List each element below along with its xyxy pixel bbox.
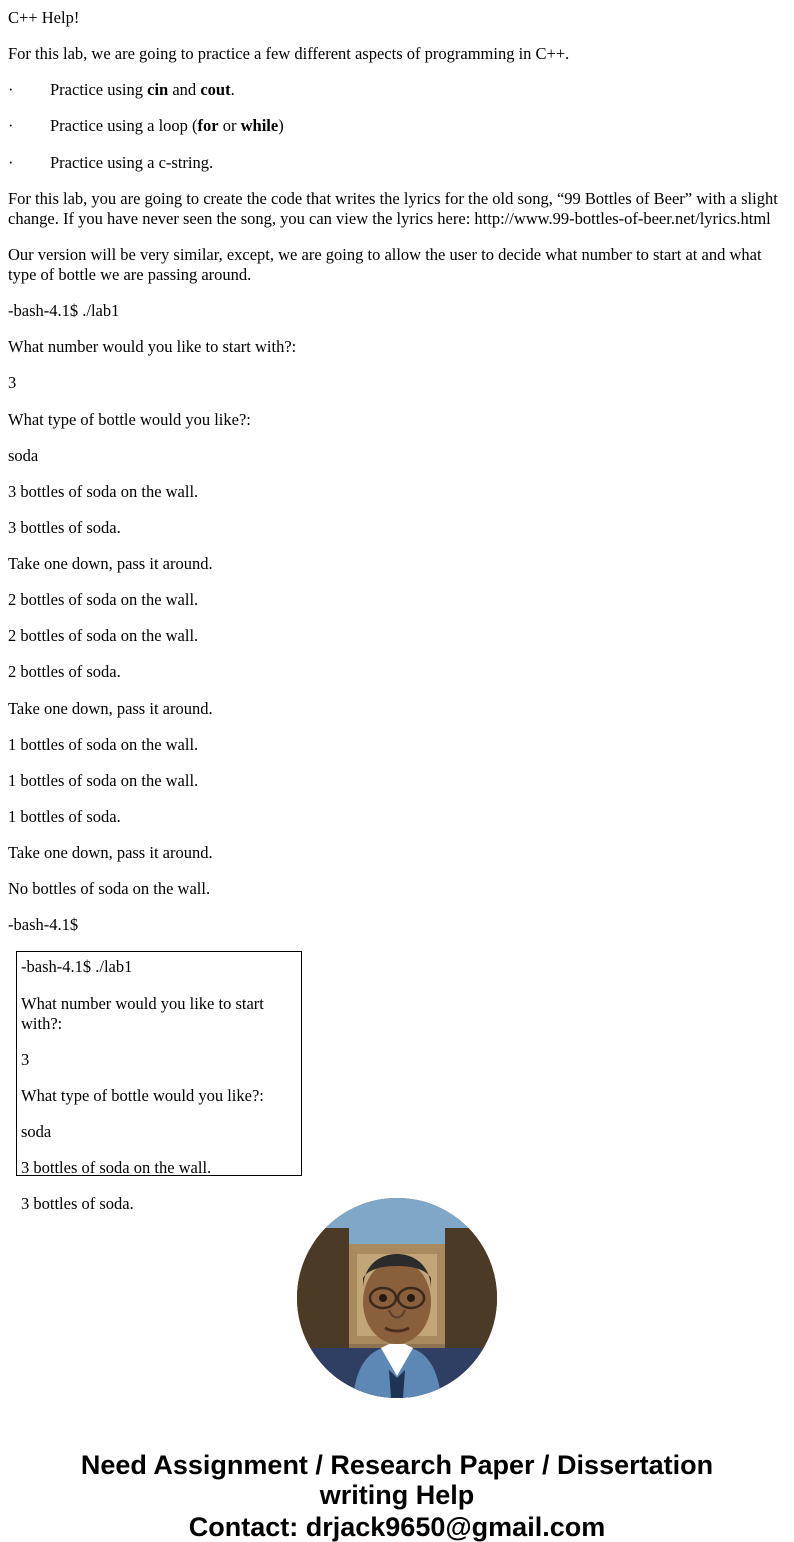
console-line: -bash-4.1$ ./lab1 xyxy=(21,957,301,977)
transcript-line: 3 bottles of soda on the wall. xyxy=(8,482,786,502)
bullet-text-pre: Practice using xyxy=(50,80,147,99)
console-line: soda xyxy=(21,1122,301,1142)
transcript-line: 1 bottles of soda. xyxy=(8,807,786,827)
lab-description-paragraph: For this lab, you are going to create the code that writes the lyrics for the old song, “99 Bottles of Beer” with a slight change. If you have never seen the song, you can view the lyrics here: http://www.99-bottles-of-beer.net/lyrics.html xyxy=(8,189,786,229)
page-title: C++ Help! xyxy=(8,8,786,28)
bullet-marker: · xyxy=(8,116,50,136)
transcript-line: No bottles of soda on the wall. xyxy=(8,879,786,899)
transcript-line: 2 bottles of soda on the wall. xyxy=(8,626,786,646)
transcript-line: What number would you like to start with?: xyxy=(8,337,786,357)
transcript-line: Take one down, pass it around. xyxy=(8,699,786,719)
transcript-line: 1 bottles of soda on the wall. xyxy=(8,735,786,755)
transcript-line: 3 bottles of soda. xyxy=(8,518,786,538)
console-line: 3 xyxy=(21,1050,301,1070)
bullet-item-3 xyxy=(8,153,786,173)
intro-paragraph: For this lab, we are going to practice a few different aspects of programming in C++. xyxy=(8,44,786,64)
console-line: 3 bottles of soda on the wall. xyxy=(21,1158,301,1178)
bullet-text-pre: Practice using a loop ( xyxy=(50,116,198,135)
version-description-paragraph: Our version will be very similar, except, we are going to allow the user to decide what number to start at and what type of bottle we are passing around. xyxy=(8,245,786,285)
avatar xyxy=(297,1198,497,1398)
author-photo-container xyxy=(8,1198,786,1403)
bullet-text-post: . xyxy=(231,80,235,99)
transcript-line: soda xyxy=(8,446,786,466)
promo-banner xyxy=(8,1450,786,1542)
promo-contact: Contact: drjack9650@gmail.com xyxy=(8,1512,786,1542)
avatar-portrait-image xyxy=(297,1198,497,1398)
transcript-line: -bash-4.1$ ./lab1 xyxy=(8,301,786,321)
bullet-bold-1: for xyxy=(198,116,219,135)
transcript-line: 2 bottles of soda. xyxy=(8,662,786,682)
bullet-bold-1: cin xyxy=(147,80,168,99)
bullet-text-mid: and xyxy=(168,80,200,99)
bullet-text-pre: Practice using a c-string. xyxy=(50,153,213,172)
bullet-marker: · xyxy=(8,80,50,100)
transcript-line: 2 bottles of soda on the wall. xyxy=(8,590,786,610)
transcript-line: What type of bottle would you like?: xyxy=(8,410,786,430)
bullet-bold-2: while xyxy=(241,116,279,135)
bullet-bold-2: cout xyxy=(200,80,230,99)
console-line: What number would you like to start with?: xyxy=(21,994,301,1034)
console-output-box xyxy=(16,951,302,1176)
bullet-marker: · xyxy=(8,153,50,173)
console-line: What type of bottle would you like?: xyxy=(21,1086,301,1106)
bullet-text-mid: or xyxy=(219,116,241,135)
transcript-line: -bash-4.1$ xyxy=(8,915,786,935)
console-line: 3 bottles of soda. xyxy=(21,1194,301,1214)
bullet-item-2 xyxy=(8,116,786,136)
promo-line-1: Need Assignment / Research Paper / Dissertation xyxy=(81,1450,713,1480)
transcript-line: 1 bottles of soda on the wall. xyxy=(8,771,786,791)
transcript-line: 3 xyxy=(8,373,786,393)
promo-line-2: writing Help xyxy=(8,1480,786,1510)
bullet-item-1 xyxy=(8,80,786,100)
bullet-text-post: ) xyxy=(278,116,284,135)
transcript-line: Take one down, pass it around. xyxy=(8,554,786,574)
transcript-line: Take one down, pass it around. xyxy=(8,843,786,863)
